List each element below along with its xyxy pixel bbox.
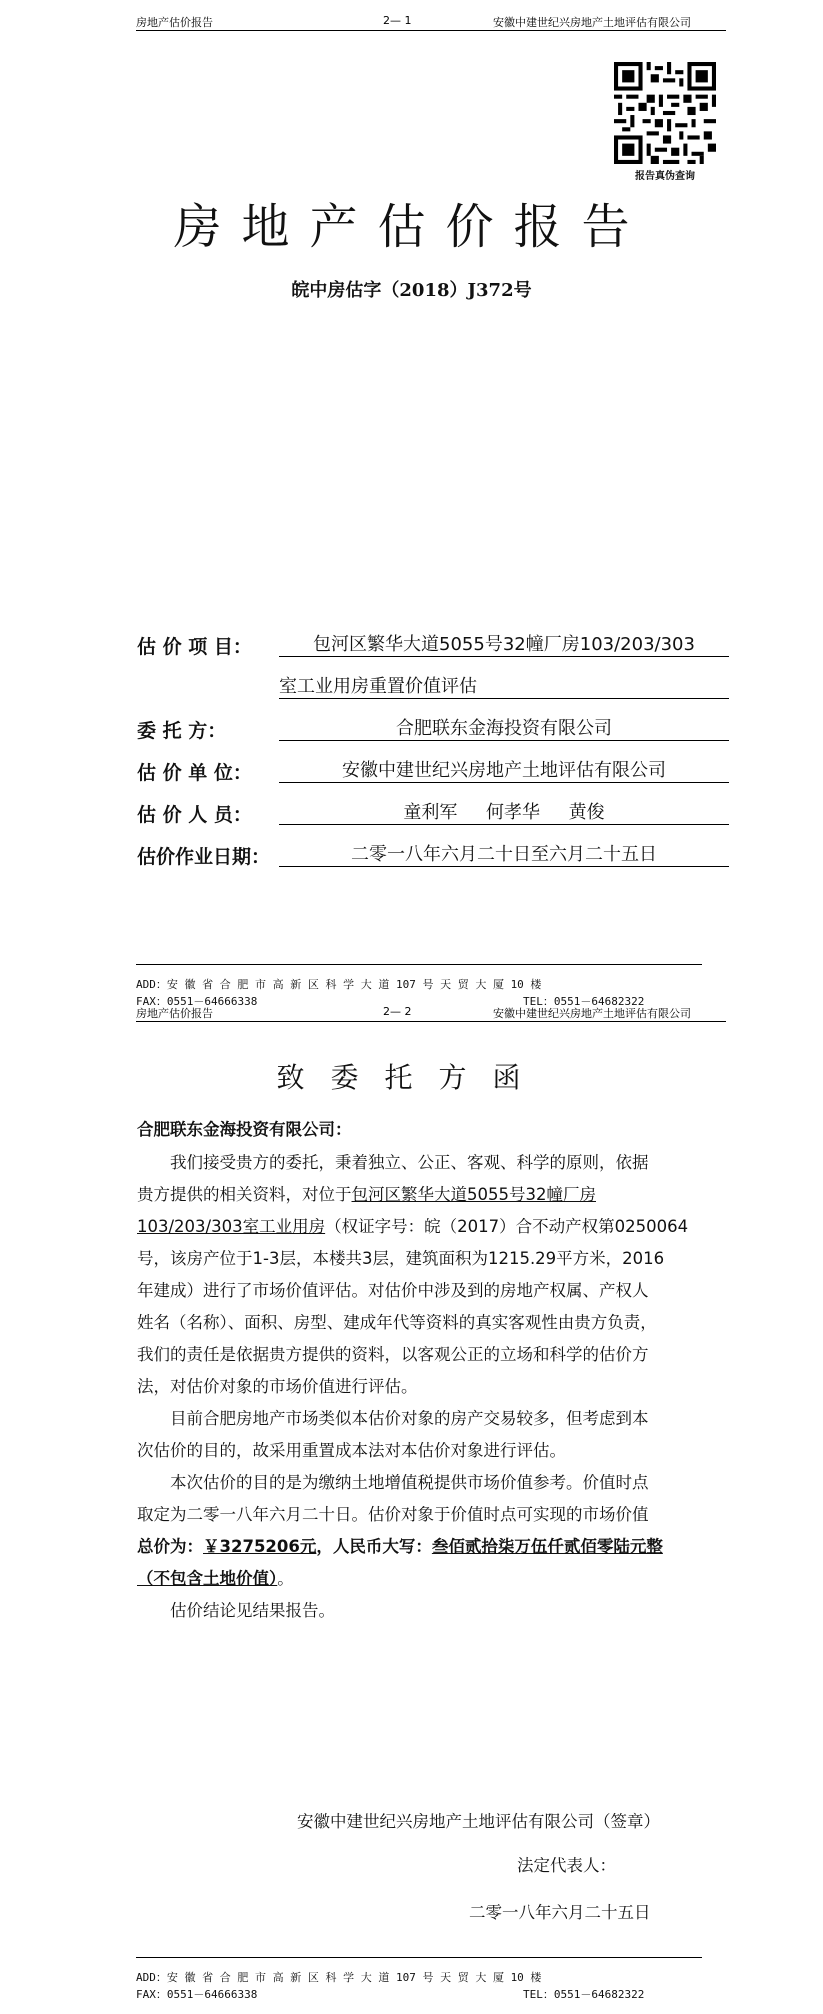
total-amount: ￥3275206元 — [203, 1537, 317, 1556]
qr-code-icon — [614, 62, 716, 164]
field-value-work-date: 二零一八年六月二十日至六月二十五日 — [279, 840, 729, 867]
p1-line3 — [137, 1211, 727, 1243]
p3-line4-end: 。 — [277, 1569, 294, 1588]
amount-in-words: 叁佰贰拾柒万伍仟贰佰零陆元整 — [431, 1537, 663, 1556]
header-page-number: 2— 2 — [383, 1005, 412, 1018]
header-right: 安徽中建世纪兴房地产土地评估有限公司 — [493, 1007, 691, 1020]
header-page-number: 2— 1 — [383, 14, 412, 27]
rmb-label: ，人民币大写： — [316, 1537, 432, 1556]
footer-address: ADD：安 徽 省 合 肥 市 高 新 区 科 学 大 道 107 号 天 贸 大 厦 10 楼 — [136, 1971, 542, 1984]
report-title: 房地产估价报告 — [173, 199, 650, 255]
property-address: 包河区繁华大道5055号32幢厂房 — [351, 1185, 596, 1204]
p4-line1: 估价结论见结果报告。 — [170, 1601, 335, 1620]
document-number: 皖中房估字（2018）J372号 — [291, 280, 532, 301]
land-value-note: （不包含土地价值） — [137, 1569, 278, 1588]
p1-line7: 我们的责任是依据贵方提供的资料，以客观公正的立场和科学的估价方 — [137, 1345, 649, 1364]
field-value-project-line2-text: 室工业用房重置价值评估 — [279, 676, 477, 697]
footer-rule — [136, 964, 702, 965]
field-value-appraisers: 童利军 何孝华 黄俊 — [279, 798, 729, 825]
p1-line2 — [137, 1179, 727, 1211]
header-left: 房地产估价报告 — [136, 16, 213, 29]
p1-line4: 号，该房产位于1-3层，本楼共3层，建筑面积为1215.29平方米，2016 — [137, 1249, 665, 1268]
field-label-appraisers: 估 价 人 员： — [137, 804, 252, 826]
p3-line3 — [137, 1531, 727, 1563]
field-value-client: 合肥联东金海投资有限公司 — [279, 714, 729, 741]
field-label-work-date: 估价作业日期： — [137, 846, 271, 868]
legal-representative: 法定代表人： — [517, 1856, 616, 1875]
field-label-appraiser-unit: 估 价 单 位： — [137, 762, 252, 784]
p1-line8: 法，对估价对象的市场价值进行评估。 — [137, 1377, 418, 1396]
header-rule — [136, 30, 726, 31]
letter-date: 二零一八年六月二十五日 — [469, 1903, 651, 1922]
signature-company: 安徽中建世纪兴房地产土地评估有限公司（签章） — [297, 1812, 660, 1831]
qr-caption: 报告真伪查询 — [635, 171, 695, 182]
total-label: 总价为： — [137, 1537, 203, 1556]
property-unit: 103/203/303室工业用房 — [137, 1217, 326, 1236]
header-rule — [136, 1021, 726, 1022]
footer-address: ADD：安 徽 省 合 肥 市 高 新 区 科 学 大 道 107 号 天 贸 大 厦 10 楼 — [136, 978, 542, 991]
p1-line1: 我们接受贵方的委托，秉着独立、公正、客观、科学的原则，依据 — [170, 1153, 649, 1172]
footer-rule — [136, 1957, 702, 1958]
p1-line6: 姓名（名称）、面积、房型、建成年代等资料的真实客观性由贵方负责， — [137, 1313, 657, 1332]
p1-line2-text: 贵方提供的相关资料，对位于 — [137, 1185, 352, 1204]
p2-line2: 次估价的目的，故采用重置成本法对本估价对象进行评估。 — [137, 1441, 566, 1460]
p3-line1: 本次估价的目的是为缴纳土地增值税提供市场价值参考。价值时点 — [170, 1473, 649, 1492]
addressee: 合肥联东金海投资有限公司： — [137, 1120, 352, 1139]
p1-line3-text: （权证字号：皖（2017）合不动产权第0250064 — [325, 1217, 689, 1236]
header-left: 房地产估价报告 — [136, 1007, 213, 1020]
footer-tel: TEL：0551－64682322 — [523, 995, 645, 1008]
field-value-project-line1: 包河区繁华大道5055号32幢厂房103/203/303 — [279, 630, 729, 657]
header-right: 安徽中建世纪兴房地产土地评估有限公司 — [493, 16, 691, 29]
field-value-appraiser-unit: 安徽中建世纪兴房地产土地评估有限公司 — [279, 756, 729, 783]
footer-fax: FAX：0551－64666338 — [136, 1988, 258, 2001]
p3-line4 — [137, 1563, 727, 1595]
p3-line2: 取定为二零一八年六月二十日。估价对象于价值时点可实现的市场价值 — [137, 1505, 649, 1524]
p1-line5: 年建成）进行了市场价值评估。对估价中涉及到的房地产权属、产权人 — [137, 1281, 649, 1300]
field-value-project-line2 — [279, 672, 729, 699]
footer-fax: FAX：0551－64666338 — [136, 995, 258, 1008]
field-label-client: 委 托 方： — [137, 720, 227, 742]
p2-line1: 目前合肥房地产市场类似本估价对象的房产交易较多，但考虑到本 — [170, 1409, 649, 1428]
field-label-project: 估 价 项 目： — [137, 636, 252, 658]
letter-body — [137, 1147, 727, 1627]
letter-title: 致委托方函 — [276, 1061, 547, 1094]
footer-tel: TEL：0551－64682322 — [523, 1988, 645, 2001]
